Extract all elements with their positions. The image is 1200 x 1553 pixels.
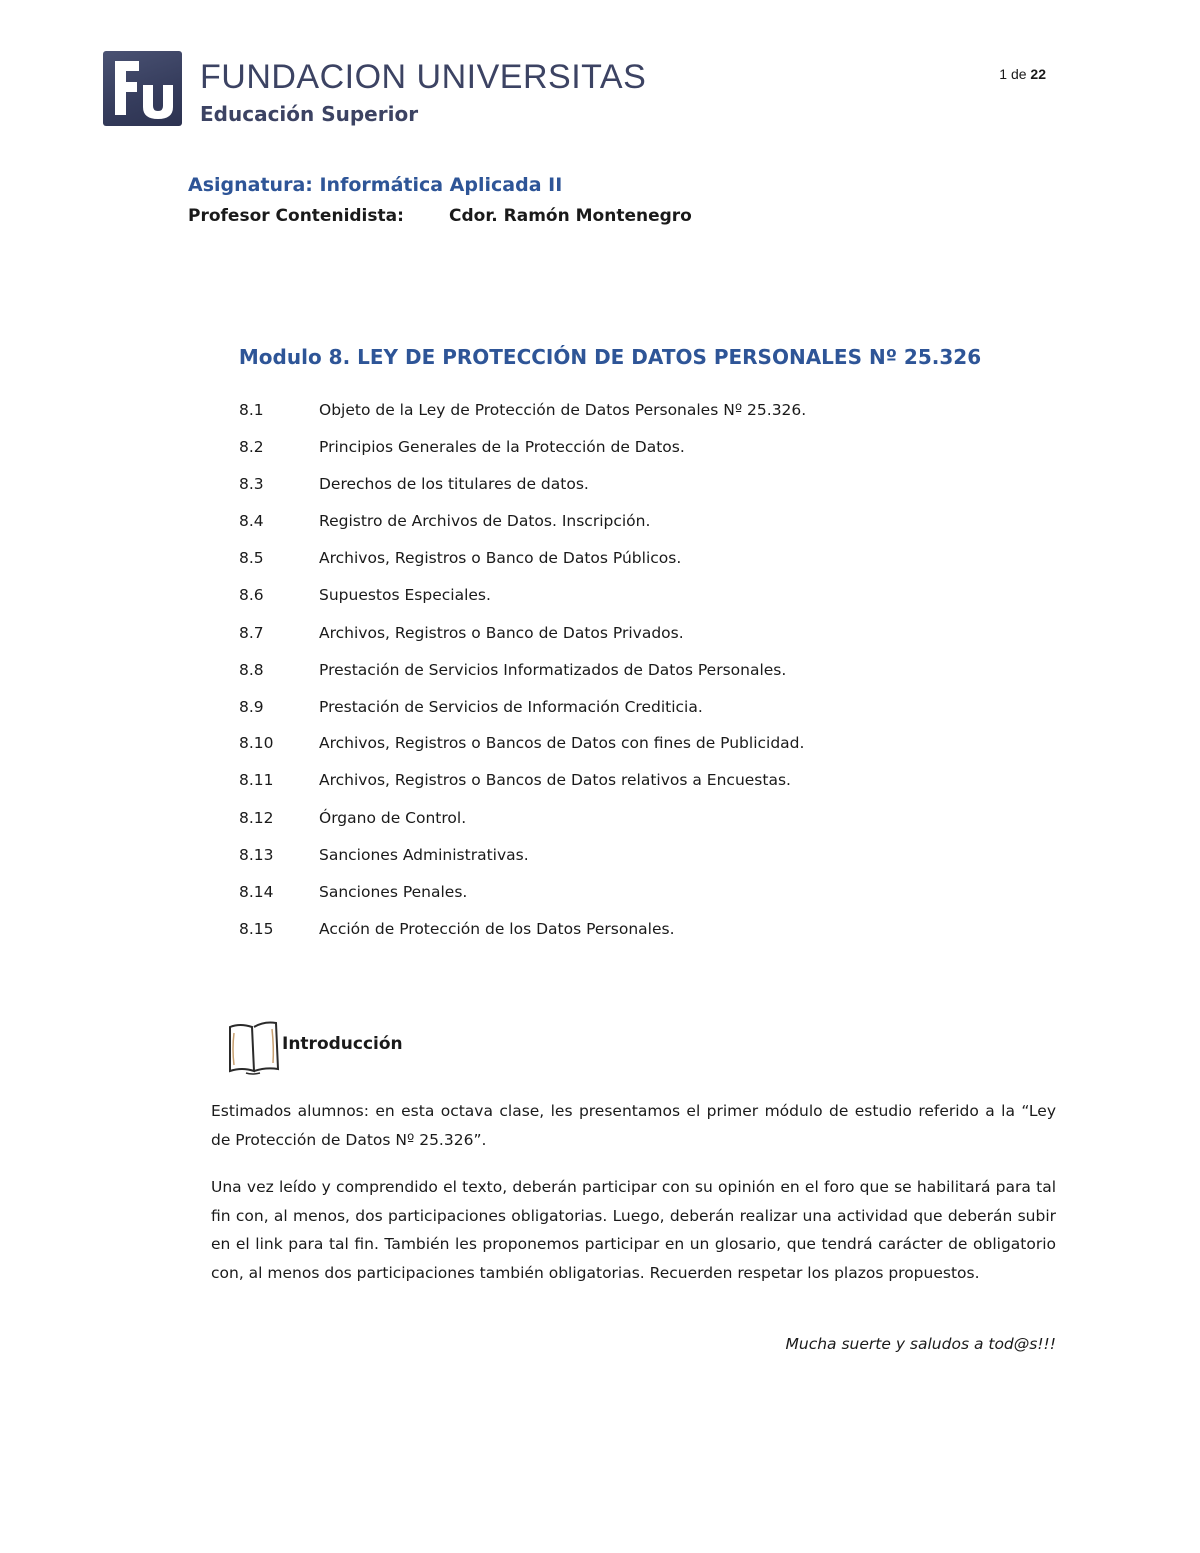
open-book-icon bbox=[226, 1019, 282, 1077]
toc-item-number: 8.4 bbox=[239, 512, 264, 530]
toc-item-text: Principios Generales de la Protección de Datos. bbox=[319, 438, 685, 456]
professor-name: Cdor. Ramón Montenegro bbox=[449, 206, 692, 226]
fu-logo-icon bbox=[103, 51, 182, 126]
logo-title: FUNDACION UNIVERSITAS bbox=[200, 58, 647, 96]
toc-item-text: Archivos, Registros o Banco de Datos Privados. bbox=[319, 624, 684, 642]
intro-paragraph-2: Una vez leído y comprendido el texto, deberán participar con su opinión en el foro que se habilitará para tal fin con, al menos, dos participaciones obligatorias. Luego, deberán realizar una actividad que deberán subir en el link para tal fin. También les proponemos participar en un glosario, que tendrá carácter de obligatorio con, al menos dos participaciones también obligatorias. Recuerden respetar los plazos propuestos. bbox=[211, 1178, 1056, 1282]
toc-item-text: Archivos, Registros o Bancos de Datos con fines de Publicidad. bbox=[319, 734, 805, 752]
toc-item-number: 8.10 bbox=[239, 734, 274, 752]
page-counter bbox=[970, 66, 1046, 82]
toc-item-text: Archivos, Registros o Banco de Datos Públicos. bbox=[319, 549, 682, 567]
toc-item-number: 8.7 bbox=[239, 624, 264, 642]
intro-paragraph-1: Estimados alumnos: en esta octava clase, les presentamos el primer módulo de estudio referido a la “Ley de Protección de Datos Nº 25.326”. bbox=[211, 1102, 1056, 1149]
page-current: 1 bbox=[999, 66, 1008, 82]
intro-heading: Introducción bbox=[282, 1034, 403, 1054]
toc-item-number: 8.13 bbox=[239, 846, 274, 864]
toc-item-number: 8.2 bbox=[239, 438, 264, 456]
course-subject: Asignatura: Informática Aplicada II bbox=[188, 174, 563, 196]
toc-item-text: Sanciones Administrativas. bbox=[319, 846, 529, 864]
toc-item-number: 8.1 bbox=[239, 401, 264, 419]
page-total: 22 bbox=[1030, 66, 1046, 82]
logo-subtitle: Educación Superior bbox=[200, 102, 419, 126]
toc-item-number: 8.12 bbox=[239, 809, 274, 827]
toc-item-text: Prestación de Servicios de Información Crediticia. bbox=[319, 698, 703, 716]
logo-mark bbox=[103, 51, 182, 126]
toc-item-number: 8.6 bbox=[239, 586, 264, 604]
toc-item-text: Objeto de la Ley de Protección de Datos Personales Nº 25.326. bbox=[319, 401, 807, 419]
professor-label: Profesor Contenidista: bbox=[188, 206, 404, 226]
page-of: de bbox=[1010, 66, 1027, 82]
toc-item-number: 8.9 bbox=[239, 698, 264, 716]
toc-item-text: Registro de Archivos de Datos. Inscripción. bbox=[319, 512, 651, 530]
toc-item-text: Derechos de los titulares de datos. bbox=[319, 475, 589, 493]
module-title: Modulo 8. LEY DE PROTECCIÓN DE DATOS PERSONALES Nº 25.326 bbox=[238, 345, 982, 369]
toc-item-text: Órgano de Control. bbox=[319, 809, 467, 827]
toc-item-number: 8.5 bbox=[239, 549, 264, 567]
toc-item-number: 8.11 bbox=[239, 771, 274, 789]
toc-item-number: 8.8 bbox=[239, 661, 264, 679]
toc-item-text: Sanciones Penales. bbox=[319, 883, 468, 901]
toc-item-number: 8.3 bbox=[239, 475, 264, 493]
toc-item-number: 8.15 bbox=[239, 920, 274, 938]
toc-item-text: Acción de Protección de los Datos Personales. bbox=[319, 920, 675, 938]
toc-item-text: Prestación de Servicios Informatizados de Datos Personales. bbox=[319, 661, 787, 679]
toc-item-text: Supuestos Especiales. bbox=[319, 586, 491, 604]
toc-item-number: 8.14 bbox=[239, 883, 274, 901]
sign-off: Mucha suerte y saludos a tod@s!!! bbox=[785, 1335, 1056, 1353]
toc-item-text: Archivos, Registros o Bancos de Datos relativos a Encuestas. bbox=[319, 771, 791, 789]
